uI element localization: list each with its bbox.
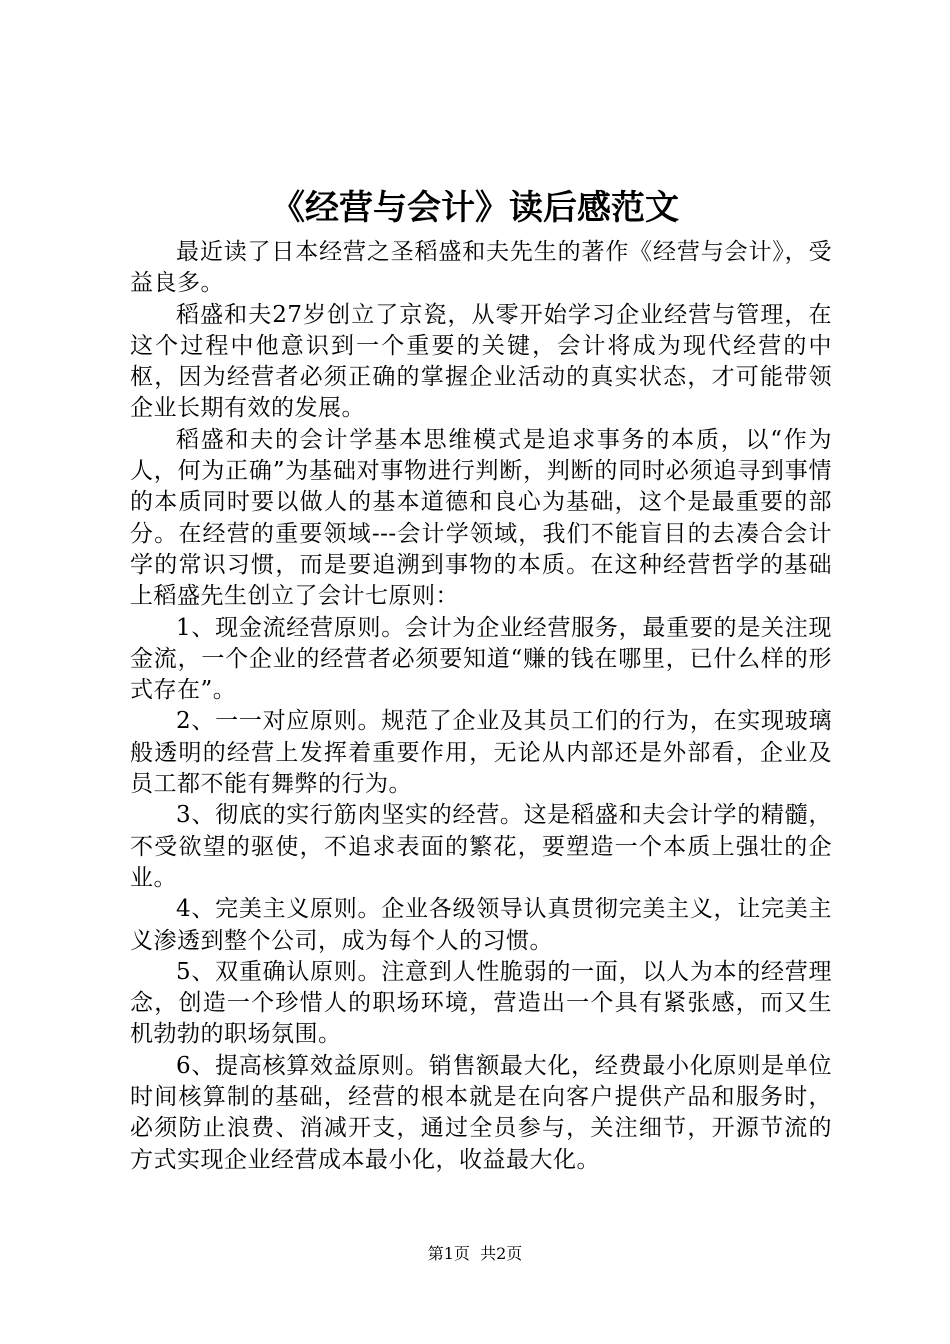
paragraph-background: 稻盛和夫27岁创立了京瓷，从零开始学习企业经营与管理，在这个过程中他意识到一个重要的关键，会计将成为现代经营的中枢，因为经营者必须正确的掌握企业活动的真实状态，才可能带领企业长期有效的发展。	[130, 301, 832, 422]
paragraph-intro: 最近读了日本经营之圣稻盛和夫先生的著作《经营与会计》，受益良多。	[130, 239, 832, 297]
paragraph-principle-2: 2、一一对应原则。规范了企业及其员工们的行为，在实现玻璃般透明的经营上发挥着重要作用，无论从内部还是外部看，企业及员工都不能有舞弊的行为。	[130, 708, 832, 798]
paragraph-principle-5: 5、双重确认原则。注意到人性脆弱的一面，以人为本的经营理念，创造一个珍惜人的职场环境，营造出一个具有紧张感，而又生机勃勃的职场氛围。	[130, 958, 832, 1048]
page-footer: 第1页 共2页	[427, 1244, 523, 1263]
paragraph-principle-1: 1、现金流经营原则。会计为企业经营服务，最重要的是关注现金流，一个企业的经营者必须要知道“赚的钱在哪里，已什么样的形式存在”。	[130, 614, 832, 704]
paragraph-principle-3: 3、彻底的实行筋肉坚实的经营。这是稻盛和夫会计学的精髓，不受欲望的驱使，不追求表面的繁花，要塑造一个本质上强壮的企业。	[130, 802, 832, 891]
paragraph-principle-4: 4、完美主义原则。企业各级领导认真贯彻完美主义，让完美主义渗透到整个公司，成为每个人的习惯。	[130, 896, 832, 954]
paragraph-philosophy: 稻盛和夫的会计学基本思维模式是追求事务的本质，以“作为人，何为正确”为基础对事物进行判断，判断的同时必须追寻到事情的本质同时要以做人的基本道德和良心为基础，这个是最重要的部分。在经营的重要领域---会计学领域，我们不能盲目的去凑合会计学的常识习惯，而是要追溯到事物的本质。在这种经营哲学的基础上稻盛先生创立了会计七原则：	[130, 426, 832, 610]
document-title: 《经营与会计》读后感范文	[271, 188, 679, 228]
document-body	[130, 237, 832, 1176]
paragraph-principle-6: 6、提高核算效益原则。销售额最大化，经费最小化原则是单位时间核算制的基础，经营的根本就是在向客户提供产品和服务时，必须防止浪费、消减开支，通过全员参与，关注细节，开源节流的方式实现企业经营成本最小化，收益最大化。	[130, 1052, 832, 1173]
